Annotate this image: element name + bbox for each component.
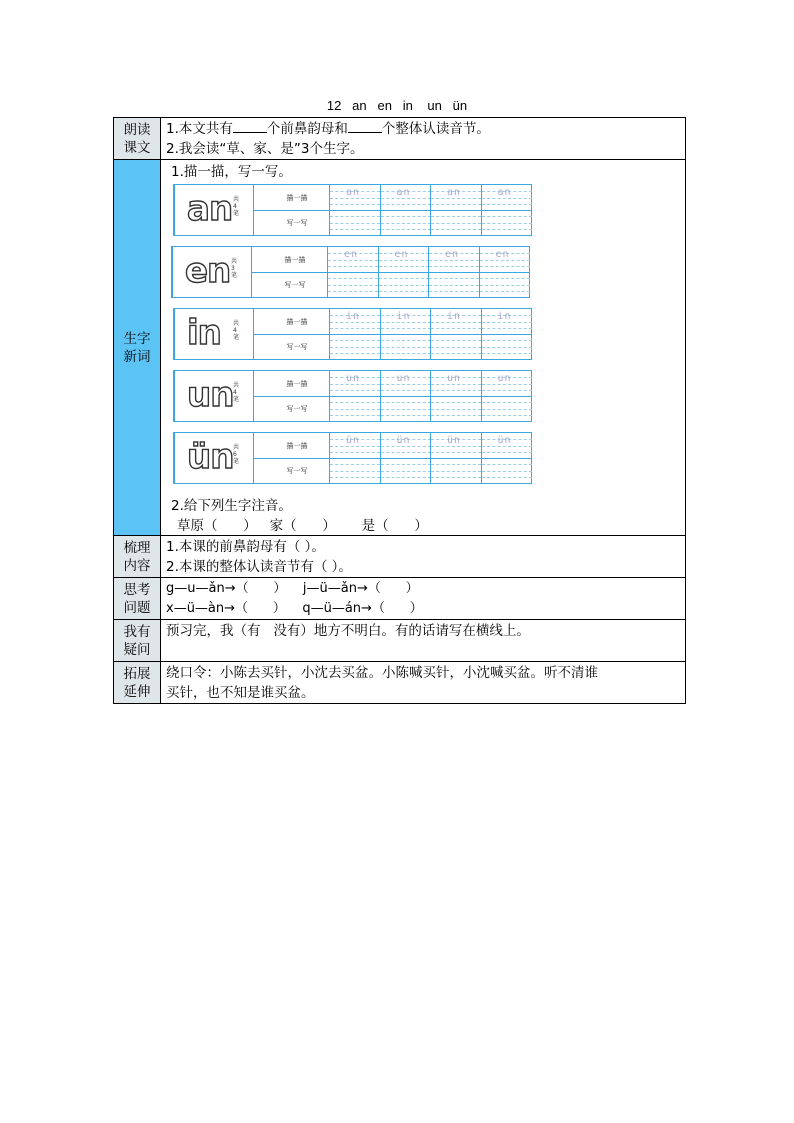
row-label-trace: 描一描	[286, 318, 308, 326]
writing-cell[interactable]	[481, 433, 532, 483]
trace-text: en	[394, 249, 409, 260]
tracing-grid	[173, 432, 532, 484]
pinyin-items[interactable]: 草原（ ） 家（ ） 是（ ）	[177, 518, 428, 534]
final-glyph: un	[187, 375, 234, 415]
writing-cell[interactable]	[481, 371, 532, 421]
trace-text: in	[447, 311, 462, 322]
extend-l2: 买针，也不知是谁买盆。	[166, 685, 315, 701]
lesson-title: 12 an en in un ün	[326, 98, 468, 113]
writing-cell[interactable]	[481, 309, 532, 359]
row-think	[114, 578, 686, 620]
trace-text: en	[495, 249, 510, 260]
label-summary: 梳理 内容	[114, 536, 161, 578]
writing-cell[interactable]	[380, 185, 431, 235]
final-glyph: in	[187, 313, 221, 353]
summary-l2[interactable]: 2.本课的整体认读音节有（ ）。	[166, 559, 352, 575]
final-glyph: en	[185, 251, 231, 291]
row-label-trace: 描一描	[286, 442, 308, 450]
trace-text: in	[346, 311, 361, 322]
stroke-count: 共 6 笔	[233, 444, 240, 465]
reading-q1: 1.本文共有 个前鼻韵母和 个整体认读音节。	[166, 121, 490, 137]
extend-l1: 绕口令：小陈去买针，小沈去买盆。小陈喊买针，小沈喊买盆。听不清谁	[166, 665, 598, 681]
row-summary	[114, 536, 686, 578]
stroke-count: 共 4 笔	[233, 320, 240, 341]
trace-text: ün	[447, 435, 462, 446]
row-label-write: 写一写	[286, 405, 308, 413]
row-questions	[114, 620, 686, 662]
writing-cell[interactable]	[380, 433, 431, 483]
trace-text: an	[497, 187, 512, 198]
row-label-write: 写一写	[286, 467, 308, 475]
final-glyph: ün	[187, 437, 234, 477]
row-label-write: 写一写	[286, 343, 308, 351]
trace-text: in	[497, 311, 512, 322]
summary-l1[interactable]: 1.本课的前鼻韵母有（ ）。	[166, 539, 325, 555]
writing-cell[interactable]	[329, 433, 380, 483]
worksheet-table	[113, 117, 686, 704]
writing-cell[interactable]	[430, 371, 481, 421]
tracing-grid	[173, 184, 532, 236]
label-reading: 朗读 课文	[114, 118, 161, 160]
blank-field[interactable]	[348, 119, 382, 133]
writing-cell[interactable]	[380, 309, 431, 359]
writing-cell[interactable]	[430, 185, 481, 235]
trace-text: un	[396, 373, 411, 384]
writing-cell[interactable]	[378, 247, 429, 297]
think-l1[interactable]: g—u—ǎn→（ ） j—ü—ǎn→（ ）	[166, 581, 419, 596]
row-label-write: 写一写	[286, 219, 308, 227]
row-label-trace: 描一描	[286, 380, 308, 388]
reading-q2: 2.我会读“草、家、是”3个生字。	[166, 141, 364, 157]
trace-text: ün	[497, 435, 512, 446]
trace-text: an	[447, 187, 462, 198]
trace-text: un	[346, 373, 361, 384]
row-reading	[114, 118, 686, 160]
label-words: 生字 新词	[114, 160, 161, 536]
tracing-grid	[171, 246, 530, 298]
label-extend: 拓展 延伸	[114, 662, 161, 704]
trace-text: en	[445, 249, 460, 260]
row-label-write: 写一写	[284, 281, 306, 289]
writing-cell[interactable]	[479, 247, 530, 297]
row-words	[114, 160, 686, 536]
questions-l1: 预习完，我（有 没有）地方不明白。有的话请写在横线上。	[166, 623, 530, 639]
row-extend	[114, 662, 686, 704]
writing-cell[interactable]	[329, 185, 380, 235]
writing-cell[interactable]	[481, 185, 532, 235]
task-pinyin: 2.给下列生字注音。	[171, 498, 292, 514]
trace-text: un	[497, 373, 512, 384]
row-label-trace: 描一描	[286, 194, 308, 202]
label-think: 思考 问题	[114, 578, 161, 620]
writing-cell[interactable]	[329, 371, 380, 421]
trace-text: ün	[346, 435, 361, 446]
task-trace-write: 1.描一描，写一写。	[171, 164, 292, 180]
stroke-count: 共 4 笔	[233, 382, 240, 403]
writing-cell[interactable]	[380, 371, 431, 421]
tracing-grid	[173, 370, 532, 422]
writing-cell[interactable]	[430, 433, 481, 483]
trace-text: in	[396, 311, 411, 322]
row-label-trace: 描一描	[284, 256, 306, 264]
final-glyph: an	[187, 189, 233, 229]
think-l2[interactable]: x—ü—àn→（ ） q—ü—án→（ ）	[166, 601, 423, 616]
writing-cell[interactable]	[327, 247, 378, 297]
trace-text: en	[344, 249, 359, 260]
trace-text: an	[396, 187, 411, 198]
blank-field[interactable]	[233, 119, 267, 133]
label-questions: 我有 疑问	[114, 620, 161, 662]
stroke-count: 共 4 笔	[233, 196, 240, 217]
stroke-count: 共 3 笔	[231, 258, 238, 279]
writing-cell[interactable]	[329, 309, 380, 359]
trace-text: un	[447, 373, 462, 384]
writing-cell[interactable]	[428, 247, 479, 297]
trace-text: an	[346, 187, 361, 198]
tracing-grid	[173, 308, 532, 360]
trace-text: ün	[396, 435, 411, 446]
writing-cell[interactable]	[430, 309, 481, 359]
writing-area	[161, 160, 685, 532]
